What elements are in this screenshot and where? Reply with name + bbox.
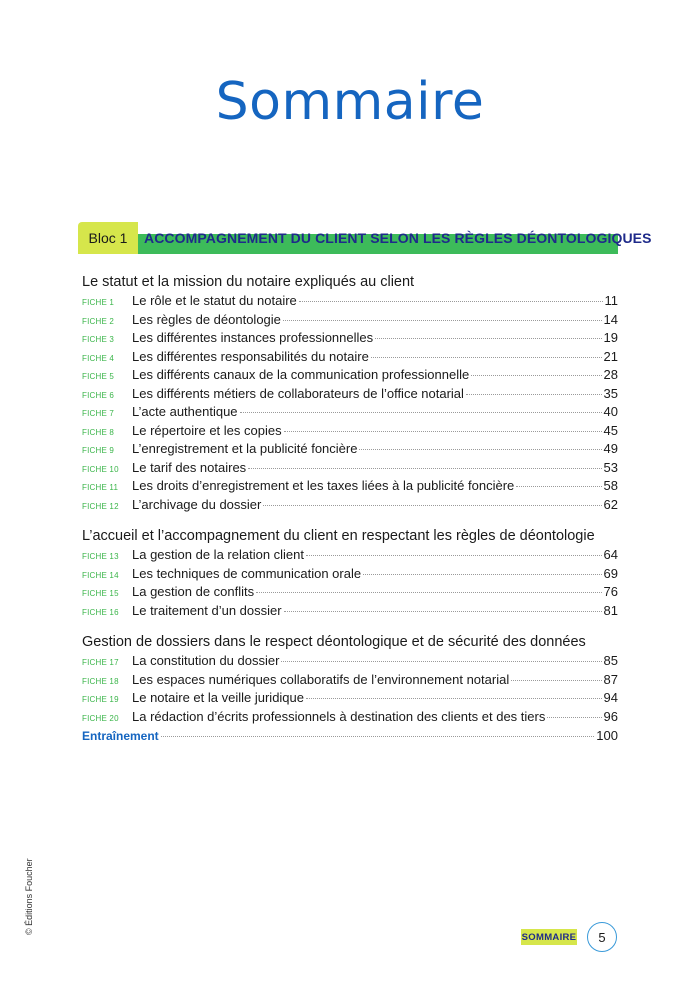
fiche-label: FICHE 3 bbox=[82, 335, 115, 344]
page-title: Sommaire bbox=[215, 72, 485, 132]
entry-page: 11 bbox=[604, 293, 618, 308]
fiche-label: FICHE 11 bbox=[82, 483, 119, 492]
fiche-label: FICHE 13 bbox=[82, 552, 119, 561]
fiche-label: FICHE 5 bbox=[82, 372, 115, 381]
fiche-label: FICHE 10 bbox=[82, 464, 119, 474]
dot-leader bbox=[299, 301, 603, 302]
entry-page: 19 bbox=[603, 330, 618, 345]
toc-entry[interactable] bbox=[82, 689, 618, 708]
dot-leader bbox=[284, 611, 602, 612]
dot-leader bbox=[371, 357, 602, 358]
entry-page: 21 bbox=[603, 348, 618, 364]
toc-entry-entrainement[interactable] bbox=[82, 726, 618, 746]
entry-label: La rédaction d’écrits professionnels à destination des clients et des tiers bbox=[132, 708, 546, 724]
entry-page: 53 bbox=[603, 459, 618, 475]
fiche-label: FICHE 2 bbox=[82, 316, 115, 326]
fiche-label: FICHE 20 bbox=[82, 713, 119, 723]
fiche-label: FICHE 17 bbox=[82, 658, 119, 667]
dot-leader bbox=[466, 394, 602, 395]
toc-entry[interactable] bbox=[82, 459, 618, 478]
entry-page: 62 bbox=[603, 496, 618, 512]
entry-page: 87 bbox=[603, 671, 618, 687]
dot-leader bbox=[306, 555, 602, 556]
entry-page: 100 bbox=[596, 728, 618, 743]
dot-leader bbox=[471, 375, 601, 376]
fiche-label: FICHE 6 bbox=[82, 390, 115, 400]
section-title: L’accueil et l’accompagnement du client en respectant les règles de déontologie bbox=[82, 528, 595, 544]
toc-entry[interactable] bbox=[82, 477, 618, 496]
entry-label: Entraînement bbox=[82, 729, 159, 743]
entry-page: 28 bbox=[603, 367, 618, 382]
fiche-label: FICHE 7 bbox=[82, 409, 115, 418]
fiche-label: FICHE 14 bbox=[82, 570, 119, 580]
dot-leader bbox=[256, 592, 601, 593]
fiche-label: FICHE 16 bbox=[82, 607, 119, 617]
dot-leader bbox=[248, 468, 601, 469]
footer-badge: SOMMAIRE bbox=[521, 929, 577, 945]
entry-label: Le notaire et la veille juridique bbox=[132, 690, 304, 705]
entry-label: La gestion de la relation client bbox=[132, 547, 305, 562]
fiche-label: FICHE 8 bbox=[82, 427, 115, 437]
table-of-contents bbox=[82, 272, 618, 746]
dot-leader bbox=[283, 320, 602, 321]
entry-label: Les droits d’enregistrement et les taxes liées à la publicité foncière bbox=[132, 478, 515, 493]
entry-label: Les règles de déontologie bbox=[132, 311, 281, 327]
section-title: Le statut et la mission du notaire expliqués au client bbox=[82, 274, 415, 290]
dot-leader bbox=[363, 574, 601, 575]
entry-page: 14 bbox=[603, 311, 618, 327]
toc-entry[interactable] bbox=[82, 311, 618, 330]
entry-label: L’enregistrement et la publicité foncière bbox=[132, 441, 358, 456]
entry-label: Les différentes responsabilités du notaire bbox=[132, 348, 369, 364]
fiche-label: FICHE 19 bbox=[82, 695, 119, 704]
toc-entry[interactable] bbox=[82, 496, 618, 515]
fiche-label: FICHE 1 bbox=[82, 298, 115, 307]
toc-entry[interactable] bbox=[82, 671, 618, 690]
fiche-label: FICHE 18 bbox=[82, 676, 119, 686]
bloc-header bbox=[78, 222, 652, 254]
entry-page: 58 bbox=[603, 478, 618, 493]
toc-entry[interactable] bbox=[82, 652, 618, 671]
dot-leader bbox=[281, 661, 601, 662]
dot-leader bbox=[263, 505, 601, 506]
bloc-label: Bloc 1 bbox=[78, 222, 138, 254]
entry-label: Les différents canaux de la communication professionnelle bbox=[132, 367, 470, 382]
toc-entry[interactable] bbox=[82, 366, 618, 385]
toc-section bbox=[82, 632, 618, 726]
toc-entry[interactable] bbox=[82, 403, 618, 422]
entry-label: Les différents métiers de collaborateurs de l’office notarial bbox=[132, 385, 464, 401]
entry-page: 45 bbox=[603, 422, 618, 438]
toc-section bbox=[82, 526, 618, 620]
entry-page: 40 bbox=[603, 404, 618, 419]
entry-label: Les espaces numériques collaboratifs de l’environnement notarial bbox=[132, 671, 510, 687]
bloc-title: ACCOMPAGNEMENT DU CLIENT SELON LES RÈGLES DÉONTOLOGIQUES bbox=[144, 230, 652, 246]
dot-leader bbox=[359, 449, 601, 450]
entry-page: 76 bbox=[603, 584, 618, 599]
toc-section bbox=[82, 272, 618, 514]
dot-leader bbox=[284, 431, 602, 432]
fiche-label: FICHE 12 bbox=[82, 501, 119, 511]
entry-page: 81 bbox=[603, 602, 618, 618]
toc-entry[interactable] bbox=[82, 440, 618, 459]
toc-entry[interactable] bbox=[82, 385, 618, 404]
entry-page: 49 bbox=[603, 441, 618, 456]
dot-leader bbox=[547, 717, 601, 718]
copyright-credit: © Éditions Foucher bbox=[24, 858, 34, 935]
toc-entry[interactable] bbox=[82, 348, 618, 367]
entry-page: 69 bbox=[603, 565, 618, 581]
fiche-label: FICHE 4 bbox=[82, 353, 115, 363]
toc-entry[interactable] bbox=[82, 708, 618, 727]
dot-leader bbox=[161, 736, 595, 737]
dot-leader bbox=[375, 338, 601, 339]
entry-label: Les différentes instances professionnelles bbox=[132, 330, 374, 345]
toc-entry[interactable] bbox=[82, 602, 618, 621]
fiche-label: FICHE 15 bbox=[82, 589, 119, 598]
entry-label: Le rôle et le statut du notaire bbox=[132, 293, 297, 308]
dot-leader bbox=[516, 486, 601, 487]
page-number: 5 bbox=[587, 922, 617, 952]
dot-leader bbox=[240, 412, 602, 413]
entry-page: 85 bbox=[603, 653, 618, 668]
toc-entry[interactable] bbox=[82, 583, 618, 602]
toc-entry[interactable] bbox=[82, 292, 618, 311]
dot-leader bbox=[306, 698, 602, 699]
entry-label: La gestion de conflits bbox=[132, 584, 255, 599]
entry-page: 96 bbox=[603, 708, 618, 724]
entry-label: La constitution du dossier bbox=[132, 653, 280, 668]
entry-label: Le répertoire et les copies bbox=[132, 422, 282, 438]
entry-page: 64 bbox=[603, 547, 618, 562]
entry-page: 94 bbox=[603, 690, 618, 705]
toc-entry[interactable] bbox=[82, 565, 618, 584]
section-title: Gestion de dossiers dans le respect déontologique et de sécurité des données bbox=[82, 634, 586, 650]
entry-label: L’archivage du dossier bbox=[132, 496, 262, 512]
toc-entry[interactable] bbox=[82, 546, 618, 565]
toc-entry[interactable] bbox=[82, 422, 618, 441]
entry-label: L’acte authentique bbox=[132, 404, 238, 419]
entry-page: 35 bbox=[603, 385, 618, 401]
dot-leader bbox=[511, 680, 601, 681]
entry-label: Les techniques de communication orale bbox=[132, 565, 362, 581]
fiche-label: FICHE 9 bbox=[82, 446, 115, 455]
entry-label: Le tarif des notaires bbox=[132, 459, 247, 475]
entry-label: Le traitement d’un dossier bbox=[132, 602, 282, 618]
toc-entry[interactable] bbox=[82, 329, 618, 348]
